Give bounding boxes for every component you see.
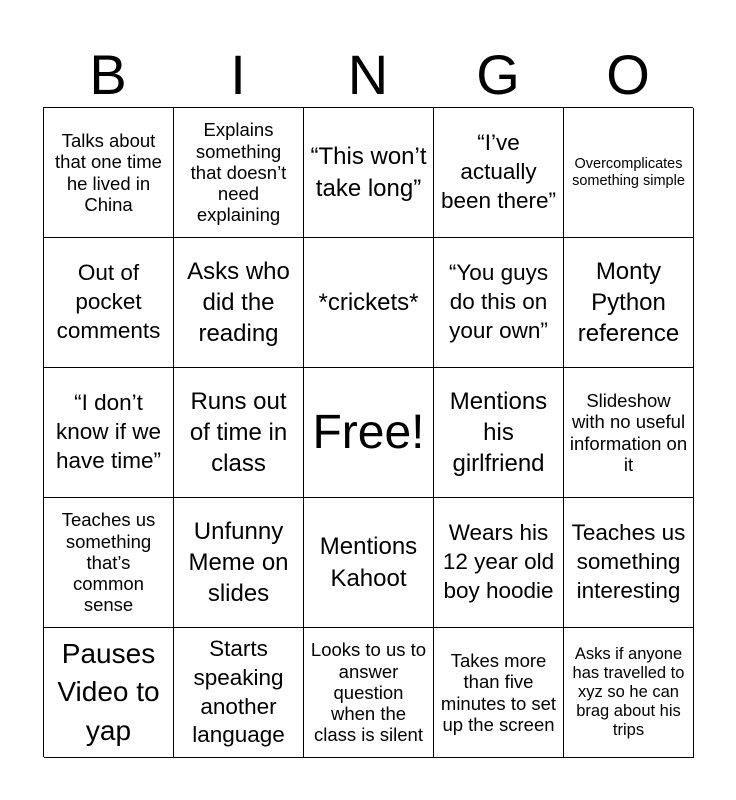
bingo-cell[interactable]: Looks to us to answer question when the class is silent: [304, 628, 434, 758]
bingo-cell[interactable]: “I’ve actually been there”: [434, 108, 564, 238]
bingo-cell[interactable]: Asks if anyone has travelled to xyz so he can brag about his trips: [564, 628, 694, 758]
bingo-cell[interactable]: “You guys do this on your own”: [434, 238, 564, 368]
bingo-cell[interactable]: Talks about that one time he lived in China: [44, 108, 174, 238]
bingo-board: [43, 107, 693, 757]
bingo-cell[interactable]: “This won’t take long”: [304, 108, 434, 238]
bingo-cell[interactable]: Slideshow with no useful information on it: [564, 368, 694, 498]
header-letter-i: I: [230, 43, 246, 106]
header-letter-g: G: [476, 43, 520, 106]
bingo-cell[interactable]: Runs out of time in class: [174, 368, 304, 498]
bingo-cell[interactable]: Unfunny Meme on slides: [174, 498, 304, 628]
bingo-cell[interactable]: Mentions his girlfriend: [434, 368, 564, 498]
bingo-cell[interactable]: Monty Python reference: [564, 238, 694, 368]
bingo-cell[interactable]: Explains something that doesn’t need explaining: [174, 108, 304, 238]
bingo-cell[interactable]: Overcomplicates something simple: [564, 108, 694, 238]
bingo-cell[interactable]: Teaches us something that’s common sense: [44, 498, 174, 628]
free-space-cell[interactable]: Free!: [304, 368, 434, 498]
bingo-cell[interactable]: Wears his 12 year old boy hoodie: [434, 498, 564, 628]
bingo-cell[interactable]: Out of pocket comments: [44, 238, 174, 368]
bingo-cell[interactable]: “I don’t know if we have time”: [44, 368, 174, 498]
bingo-cell[interactable]: Takes more than five minutes to set up the screen: [434, 628, 564, 758]
header-letter-n: N: [347, 43, 389, 106]
bingo-cell[interactable]: Asks who did the reading: [174, 238, 304, 368]
header-letter-b: B: [89, 43, 127, 106]
bingo-cell[interactable]: Starts speaking another language: [174, 628, 304, 758]
bingo-cell[interactable]: *crickets*: [304, 238, 434, 368]
header-letter-o: O: [606, 43, 650, 106]
bingo-cell[interactable]: Mentions Kahoot: [304, 498, 434, 628]
bingo-cell[interactable]: Pauses Video to yap: [44, 628, 174, 758]
bingo-header: [43, 44, 693, 106]
bingo-cell[interactable]: Teaches us something interesting: [564, 498, 694, 628]
